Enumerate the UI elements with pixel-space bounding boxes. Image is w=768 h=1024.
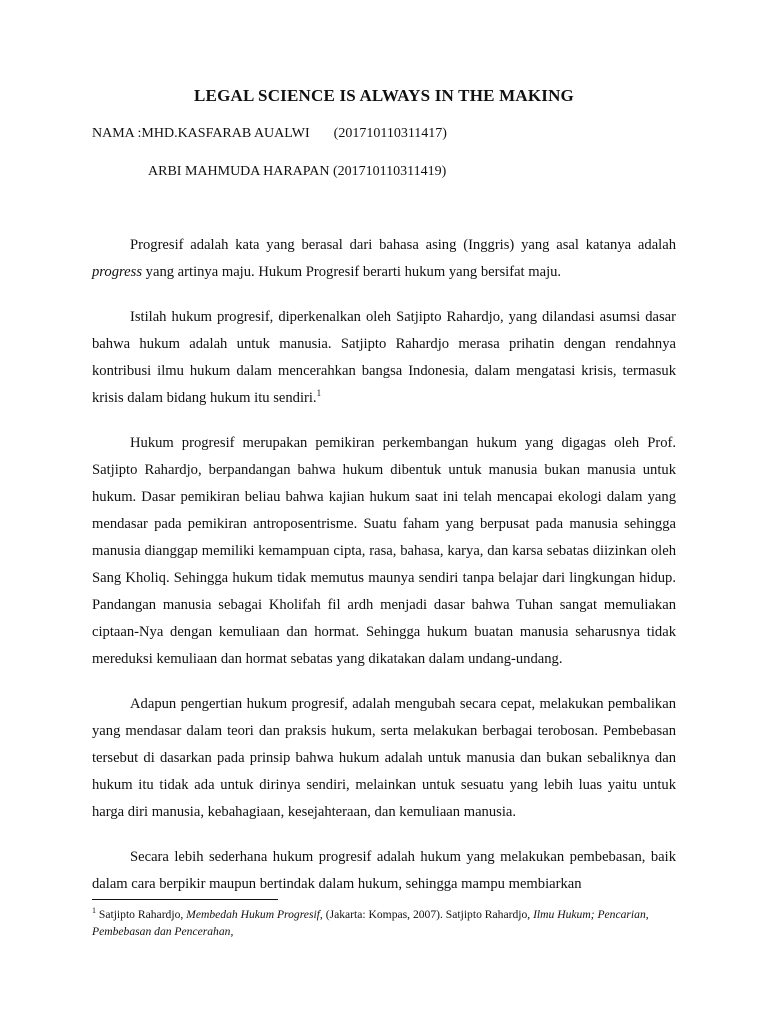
- footnote-1: [92, 906, 682, 940]
- footnote-number: 1: [92, 906, 96, 916]
- footnote-ref-1[interactable]: 1: [316, 388, 322, 399]
- footnote-italic-b: Ilmu Hukum; Pencarian, Pembebasan dan Pencerahan: [92, 908, 649, 938]
- author-line-1: [92, 124, 447, 144]
- paragraph-4: Adapun pengertian hukum progresif, adalah mengubah secara cepat, melakukan pembalikan yang mendasar dalam teori dan praksis hukum, serta melakukan berbagai terobosan. Pembebasan tersebut di dasarkan pada prinsip bahwa hukum adalah untuk manusia dan bukan sebaliknya dan hukum itu tidak ada untuk dirinya sendiri, melainkan untuk sesuatu yang lebih luas yaitu untuk harga diri manusia, kebahagiaan, kesejahteraan, dan kemuliaan manusia.: [92, 696, 676, 820]
- paragraph-1-text-b: yang artinya maju. Hukum Progresif berarti hukum yang bersifat maju.: [142, 264, 562, 280]
- paragraph-3: Hukum progresif merupakan pemikiran perkembangan hukum yang digagas oleh Prof. Satjipto Rahardjo, berpandangan bahwa hukum dibentuk untuk manusia bukan manusia untuk hukum. Dasar pemikiran beliau bahwa kajian hukum saat ini telah mencapai ekologi dalam yang mendasar pada pemikiran antroposentrisme. Suatu faham yang berpusat pada manusia sehingga manusia dianggap memiliki kemampuan cipta, rasa, bahasa, karya, dan karsa sebatas diizinkan oleh Sang Kholiq. Sehingga hukum tidak memutus maunya sendiri tanpa belajar dari lingkungan hidup. Pandangan manusia sebagai Kholifah fil ardh menjadi dasar bahwa Tuhan sangat memuliakan ciptaan-Nya dengan kemuliaan dan hormat. Sehingga hukum buatan manusia seharusnya tidak mereduksi kemuliaan dan hormat sebatas yang dikatakan dalam undang-undang.: [92, 435, 676, 667]
- document-body: [92, 232, 676, 916]
- document-title: LEGAL SCIENCE IS ALWAYS IN THE MAKING: [194, 86, 574, 105]
- footnote-text-b: , (Jakarta: Kompas, 2007). Satjipto Rahardjo,: [319, 908, 534, 921]
- paragraph-1-text-a: Progresif adalah kata yang berasal dari bahasa asing (Inggris) yang asal katanya adalah: [130, 237, 676, 253]
- paragraph-2: [92, 304, 676, 412]
- footnote-text-c: ,: [230, 925, 234, 938]
- paragraph-1-italic: progress: [92, 264, 143, 280]
- paragraph-1: [92, 232, 676, 286]
- footnote-text-a: Satjipto Rahardjo,: [96, 908, 187, 921]
- paragraph-2-text: Istilah hukum progresif, diperkenalkan oleh Satjipto Rahardjo, yang dilandasi asumsi dasar bahwa hukum adalah untuk manusia. Satjipto Rahardjo merasa prihatin dengan rendahnya kontribusi ilmu hukum dalam mencerahkan bangsa Indonesia, dalam mengatasi krisis, termasuk krisis dalam bidang hukum itu sendiri.: [92, 309, 676, 406]
- paragraph-5: Secara lebih sederhana hukum progresif adalah hukum yang melakukan pembebasan, baik dalam cara berpikir maupun bertindak dalam hukum, sehingga mampu membiarkan: [92, 849, 676, 892]
- author-name-1: NAMA :MHD.KASFARAB AUALWI: [92, 126, 310, 141]
- footnote-divider: [92, 899, 278, 900]
- author-id-1: (201710110311417): [333, 126, 447, 141]
- author-line-2: ARBI MAHMUDA HARAPAN (201710110311419): [148, 164, 447, 179]
- footnote-italic-a: Membedah Hukum Progresif: [186, 908, 320, 921]
